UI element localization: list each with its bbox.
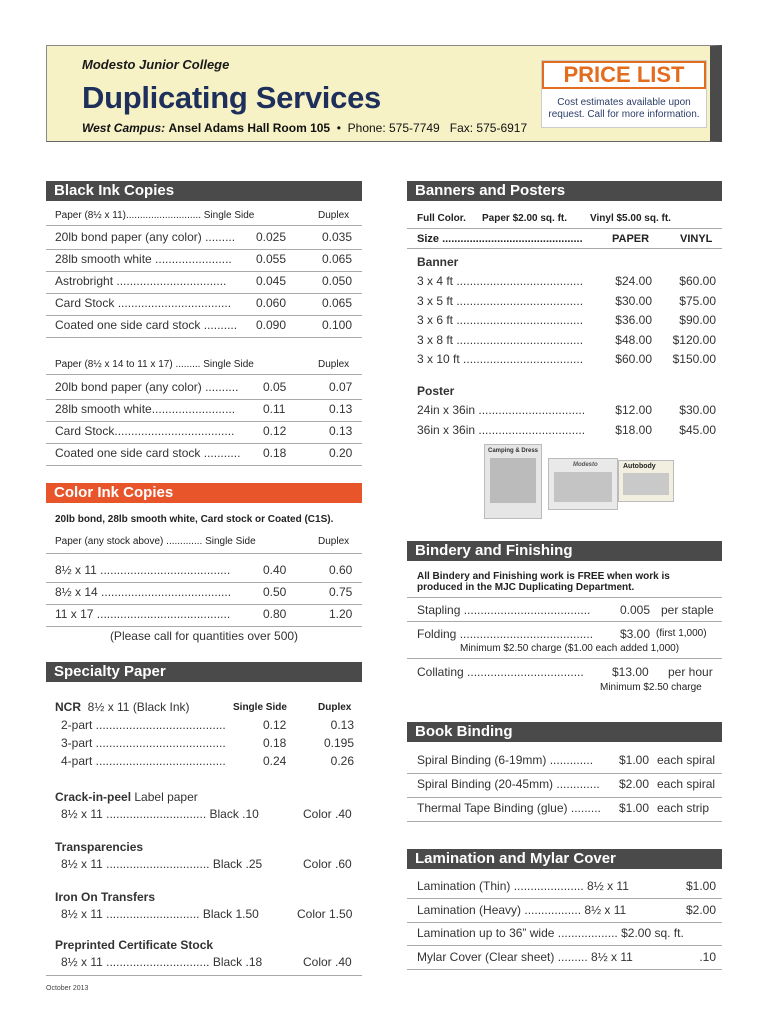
divider — [46, 553, 362, 554]
price-list-box — [541, 60, 707, 128]
folding-note: Minimum $2.50 charge ($1.00 each added 1,000) — [460, 643, 680, 654]
price-row-duplex: 0.065 — [322, 252, 353, 266]
price-row-single: 0.40 — [263, 563, 287, 577]
divider — [407, 658, 722, 659]
price-row-single: 0.11 — [263, 402, 286, 416]
price-row-duplex: 0.100 — [322, 318, 353, 332]
divider — [407, 621, 722, 622]
paper-price: Paper $2.00 sq. ft. — [482, 213, 568, 224]
price-row-duplex: 0.13 — [329, 424, 353, 438]
banner-row-paper: $36.00 — [615, 313, 652, 327]
lamination-row-price: $2.00 — [685, 902, 716, 917]
price-row-duplex: 1.20 — [329, 607, 353, 621]
campus-line — [82, 121, 527, 135]
location: Ansel Adams Hall Room 105 — [168, 121, 331, 135]
divider — [46, 271, 362, 272]
autobody-sample-text: Autobody — [623, 463, 656, 470]
ncr-row-single: 0.18 — [263, 736, 287, 750]
poster-sample-text: Camping & Dress — [487, 448, 538, 454]
price-list-note: Cost estimates available upon request. Call for more information. — [548, 97, 700, 120]
banners-heading: Banners and Posters — [407, 181, 722, 201]
price-row-duplex: 0.75 — [329, 585, 353, 599]
divider — [46, 465, 362, 466]
lamination-row-label: Mylar Cover (Clear sheet) ......... 8½ x 11 — [417, 949, 633, 964]
specialty-heading: Specialty Paper — [46, 662, 362, 682]
price-row-duplex: 0.050 — [322, 274, 353, 288]
banner-row-vinyl: $90.00 — [679, 313, 716, 327]
vinyl-col: VINYL — [680, 233, 713, 245]
price-row-label: Coated one side card stock .......... — [55, 318, 238, 332]
price-row-duplex: 0.60 — [329, 563, 353, 577]
price-row-label: Card Stock.................................... — [55, 424, 235, 438]
ncr-row-single: 0.12 — [263, 718, 287, 732]
divider — [407, 773, 722, 774]
divider — [46, 626, 362, 627]
divider — [407, 969, 722, 970]
college-name: Modesto Junior College — [82, 57, 230, 72]
bindery-heading: Bindery and Finishing — [407, 541, 722, 561]
price-list-title: PRICE LIST — [542, 61, 706, 89]
price-row-single: 0.50 — [263, 585, 287, 599]
price-row-label: 28lb smooth white ....................... — [55, 252, 232, 266]
divider — [407, 898, 722, 899]
color-ink-duplex: Duplex — [318, 536, 350, 547]
divider — [407, 248, 722, 249]
price-row-single: 0.05 — [263, 380, 287, 394]
price-row-label: 8½ x 11 ....................................... — [55, 563, 231, 577]
price-row-duplex: 0.035 — [322, 230, 353, 244]
banner-sample-text: Modesto — [573, 462, 598, 468]
black-ink-table2-duplex: Duplex — [318, 359, 350, 370]
price-row-single: 0.025 — [256, 230, 287, 244]
ncr-single-side: Single Side — [233, 702, 287, 713]
divider — [46, 225, 362, 226]
cert-label: Preprinted Certificate Stock — [55, 938, 214, 952]
price-row-label: 8½ x 14 ....................................... — [55, 585, 232, 599]
collating-unit: per hour — [668, 665, 713, 679]
color-ink-header: Paper (any stock above) ............. Single Side — [55, 536, 256, 547]
cert-row-label: 8½ x 11 ............................... Black .18 — [61, 955, 263, 969]
banner-row-label: 3 x 4 ft ...................................... — [417, 274, 584, 288]
price-row-single: 0.060 — [256, 296, 287, 310]
ncr-row-duplex: 0.13 — [330, 718, 354, 732]
book-binding-heading: Book Binding — [407, 722, 722, 742]
vinyl-price: Vinyl $5.00 sq. ft. — [590, 213, 671, 224]
color-ink-heading: Color Ink Copies — [46, 483, 362, 503]
bindery-note: All Bindery and Finishing work is FREE when work is produced in the MJC Duplicating Department. — [417, 571, 670, 593]
folding-unit: (first 1,000) — [656, 628, 707, 639]
cert-row-color: Color .40 — [303, 955, 352, 969]
ncr-row-duplex: 0.195 — [323, 736, 354, 750]
price-row-duplex: 0.065 — [322, 296, 353, 310]
banner-row-vinyl: $60.00 — [679, 274, 716, 288]
fax: Fax: 575-6917 — [449, 121, 528, 135]
price-row-duplex: 0.13 — [329, 402, 353, 416]
banner-row-label: 3 x 5 ft ...................................... — [417, 293, 584, 308]
ncr-row-single: 0.24 — [263, 754, 287, 768]
banner-sample-photo — [554, 472, 612, 502]
price-row-duplex: 0.07 — [329, 380, 353, 394]
black-ink-heading: Black Ink Copies — [46, 181, 362, 201]
trans-row-label: 8½ x 11 ............................... Black .25 — [61, 857, 263, 871]
poster-label: Poster — [417, 384, 455, 398]
collating-note: Minimum $2.50 charge — [600, 682, 702, 693]
poster-row-vinyl: $45.00 — [679, 423, 716, 437]
divider — [46, 604, 362, 605]
page-title: Duplicating Services — [82, 80, 381, 115]
bullet: • — [336, 121, 341, 135]
color-ink-note: 20lb bond, 28lb smooth white, Card stock or Coated (C1S). — [55, 514, 334, 525]
book-row-price: $1.00 — [619, 753, 650, 767]
price-row-single: 0.055 — [256, 252, 287, 266]
paper-col: PAPER — [612, 233, 650, 245]
book-row-unit: each strip — [657, 801, 710, 815]
banner-row-paper: $24.00 — [615, 274, 652, 288]
ncr-row-duplex: 0.26 — [330, 754, 354, 768]
divider — [46, 374, 362, 375]
price-row-label: 20lb bond paper (any color) ......... — [55, 230, 236, 244]
book-row-unit: each spiral — [657, 777, 716, 791]
poster-row-label: 24in x 36in ................................ — [417, 403, 586, 417]
collating-label: Collating ................................... — [417, 665, 584, 679]
divider — [407, 228, 722, 229]
divider — [46, 421, 362, 422]
crack-label: Crack-in-peel — [55, 790, 132, 804]
divider — [407, 821, 722, 822]
poster-sample-photo — [490, 458, 536, 503]
banner-row-label: 3 x 8 ft ...................................... — [417, 332, 584, 347]
book-row-unit: each spiral — [657, 753, 716, 767]
divider — [407, 922, 722, 923]
price-row-label: 28lb smooth white......................... — [55, 402, 236, 416]
price-row-duplex: 0.20 — [329, 446, 353, 460]
stapling-price: 0.005 — [620, 603, 651, 617]
divider — [46, 975, 362, 976]
price-row-single: 0.045 — [256, 274, 287, 288]
autobody-sample-image — [618, 460, 674, 502]
iron-row-color: Color 1.50 — [297, 907, 353, 921]
poster-row-paper: $18.00 — [615, 423, 652, 437]
stapling-label: Stapling ...................................... — [417, 603, 591, 617]
book-row-label: Spiral Binding (6-19mm) ............. — [417, 753, 594, 767]
ncr-row-label: 4-part ....................................... — [61, 754, 226, 768]
trans-label: Transparencies — [55, 840, 144, 854]
divider — [46, 315, 362, 316]
price-row-single: 0.12 — [263, 424, 287, 438]
full-color-label: Full Color. — [417, 213, 466, 224]
lamination-row-label: Lamination (Thin) ..................... 8½ x 11 — [417, 879, 629, 893]
banner-row-vinyl: $150.00 — [672, 352, 716, 366]
ncr-row-label: 3-part ....................................... — [61, 736, 226, 750]
poster-sample-image — [484, 444, 542, 519]
folding-label: Folding ........................................ — [417, 627, 594, 641]
crack-suffix: Label paper — [134, 790, 198, 804]
black-ink-table1-duplex: Duplex — [318, 210, 350, 221]
ncr-row-label: 2-part ....................................... — [61, 718, 226, 732]
divider — [46, 399, 362, 400]
divider — [407, 597, 722, 598]
banner-row-vinyl: $120.00 — [672, 332, 716, 347]
iron-label: Iron On Transfers — [55, 890, 156, 904]
banner-row-label: 3 x 10 ft .................................... — [417, 352, 584, 366]
footer-date: October 2013 — [46, 985, 89, 992]
book-row-label: Thermal Tape Binding (glue) ......... — [417, 801, 601, 815]
ncr-line — [55, 700, 190, 714]
price-row-label: 11 x 17 ........................................ — [55, 607, 231, 621]
ncr-duplex: Duplex — [318, 702, 352, 713]
poster-row-label: 36in x 36in ................................ — [417, 423, 586, 437]
book-row-price: $2.00 — [619, 777, 650, 791]
ncr-size: 8½ x 11 (Black Ink) — [87, 700, 190, 714]
black-ink-table2-header: Paper (8½ x 14 to 11 x 17) ......... Single Side — [55, 359, 254, 370]
price-row-label: 20lb bond paper (any color) .......... — [55, 380, 239, 394]
campus-label: West Campus: — [82, 121, 166, 135]
folding-price: $3.00 — [620, 627, 651, 641]
divider — [46, 337, 362, 338]
banner-row-paper: $60.00 — [615, 352, 652, 366]
lamination-row-label: Lamination up to 36” wide .................. $2.00 sq. ft. — [417, 926, 684, 940]
banner-row-paper: $30.00 — [615, 293, 652, 308]
lamination-heading: Lamination and Mylar Cover — [407, 849, 722, 869]
black-ink-table1-header: Paper (8½ x 11)........................... Single Side — [55, 210, 255, 221]
divider — [46, 582, 362, 583]
collating-price: $13.00 — [612, 665, 649, 679]
crack-row-label: 8½ x 11 .............................. Black .10 — [61, 807, 259, 821]
autobody-sample-photo — [623, 473, 669, 495]
banner-label: Banner — [417, 255, 459, 269]
divider — [46, 443, 362, 444]
price-row-label: Astrobright ................................. — [55, 274, 227, 288]
trans-row-color: Color .60 — [303, 857, 352, 871]
lamination-row-price: .10 — [699, 949, 716, 964]
lamination-row-price: $1.00 — [685, 879, 716, 893]
divider — [407, 945, 722, 946]
poster-row-paper: $12.00 — [615, 403, 652, 417]
divider — [46, 249, 362, 250]
size-label: Size .............................................. — [417, 233, 583, 245]
crack-row-color: Color .40 — [303, 807, 352, 821]
book-row-label: Spiral Binding (20-45mm) ............. — [417, 777, 600, 791]
phone: Phone: 575-7749 — [347, 121, 440, 135]
price-row-label: Coated one side card stock ........... — [55, 446, 241, 460]
price-row-single: 0.80 — [263, 607, 287, 621]
banner-sample-image — [548, 458, 618, 510]
price-row-label: Card Stock .................................. — [55, 296, 232, 310]
banner-row-label: 3 x 6 ft ...................................... — [417, 313, 584, 327]
price-row-single: 0.090 — [256, 318, 287, 332]
crack-line — [55, 790, 198, 804]
iron-row-label: 8½ x 11 ............................ Black 1.50 — [61, 907, 259, 921]
stapling-unit: per staple — [661, 603, 714, 617]
ncr-label: NCR — [55, 700, 81, 714]
divider — [407, 797, 722, 798]
book-row-price: $1.00 — [619, 801, 650, 815]
poster-row-vinyl: $30.00 — [679, 403, 716, 417]
banner-row-vinyl: $75.00 — [679, 293, 716, 308]
color-ink-footer: (Please call for quantities over 500) — [109, 629, 299, 643]
divider — [46, 293, 362, 294]
lamination-row-label: Lamination (Heavy) ................. 8½ x 11 — [417, 902, 627, 917]
banner-row-paper: $48.00 — [615, 332, 652, 347]
price-row-single: 0.18 — [263, 446, 287, 460]
